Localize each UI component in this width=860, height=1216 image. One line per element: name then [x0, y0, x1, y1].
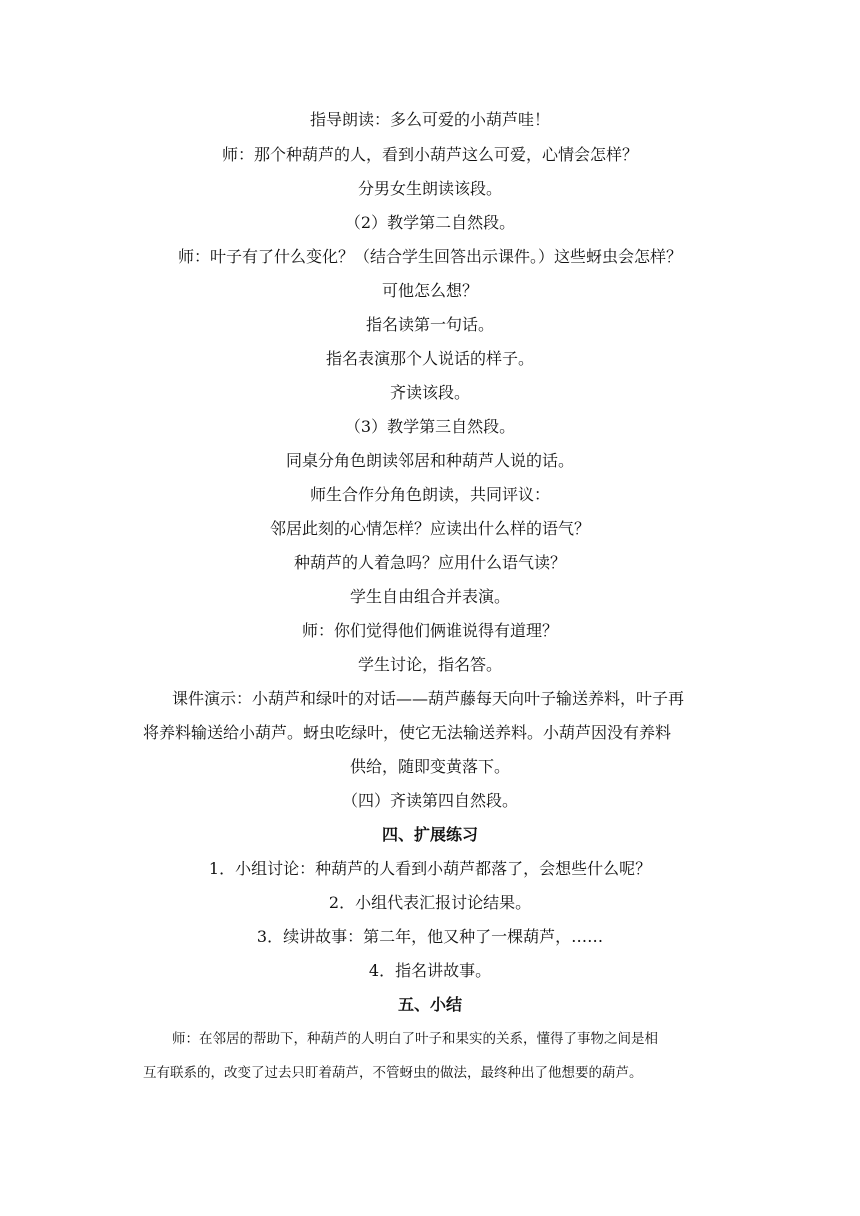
list-item: 2．小组代表汇报讨论结果。: [328, 893, 532, 912]
text-line: 分男女生朗读该段。: [357, 179, 502, 198]
text-line: 指导朗读：多么可爱的小葫芦哇！: [309, 110, 550, 129]
section-heading: 五、小结: [397, 995, 462, 1014]
courseware-line-2: 将养料输送给小葫芦。蚜虫吃绿叶，使它无法输送养料。小葫芦因没有养料: [143, 723, 672, 742]
section-heading: 四、扩展练习: [381, 825, 478, 844]
list-item: 3．续讲故事：第二年，他又种了一棵葫芦，……: [256, 927, 604, 946]
list-item: 1．小组讨论：种葫芦的人看到小葫芦都落了，会想些什么呢？: [208, 859, 652, 878]
text-line: （3）教学第三自然段。: [344, 417, 516, 436]
text-line: （四）齐读第四自然段。: [341, 791, 518, 810]
text-line: 指名读第一句话。: [365, 315, 494, 334]
text-line: 师：叶子有了什么变化？（结合学生回答出示课件。）这些蚜虫会怎样？: [177, 247, 682, 266]
text-line: 同桌分角色朗读邻居和种葫芦人说的话。: [285, 451, 574, 470]
text-line: 师生合作分角色朗读，共同评议：: [309, 485, 550, 504]
text-line: 指名表演那个人说话的样子。: [325, 349, 534, 368]
text-line: 齐读该段。: [389, 383, 470, 402]
courseware-line-3: 供给，随即变黄落下。: [349, 757, 510, 776]
text-line: 种葫芦的人着急吗？应用什么语气读？: [293, 553, 566, 572]
text-line: 可他怎么想？: [381, 281, 478, 300]
summary-line-2: 互有联系的，改变了过去只盯着葫芦，不管蚜虫的做法，最终种出了他想要的葫芦。: [143, 1065, 643, 1081]
list-item: 4．指名讲故事。: [368, 961, 492, 980]
text-line: 学生自由组合并表演。: [349, 587, 510, 606]
summary-line-1: 师：在邻居的帮助下，种葫芦的人明白了叶子和果实的关系，懂得了事物之间是相: [172, 1031, 658, 1047]
text-line: （2）教学第二自然段。: [344, 213, 516, 232]
courseware-line-1: 课件演示：小葫芦和绿叶的对话——葫芦藤每天向叶子输送养料，叶子再: [172, 689, 685, 708]
text-line: 师：那个种葫芦的人，看到小葫芦这么可爱，心情会怎样？: [221, 145, 638, 164]
text-line: 邻居此刻的心情怎样？应读出什么样的语气？: [269, 519, 590, 538]
text-line: 学生讨论，指名答。: [357, 655, 502, 674]
text-line: 师：你们觉得他们俩谁说得有道理？: [301, 621, 558, 640]
